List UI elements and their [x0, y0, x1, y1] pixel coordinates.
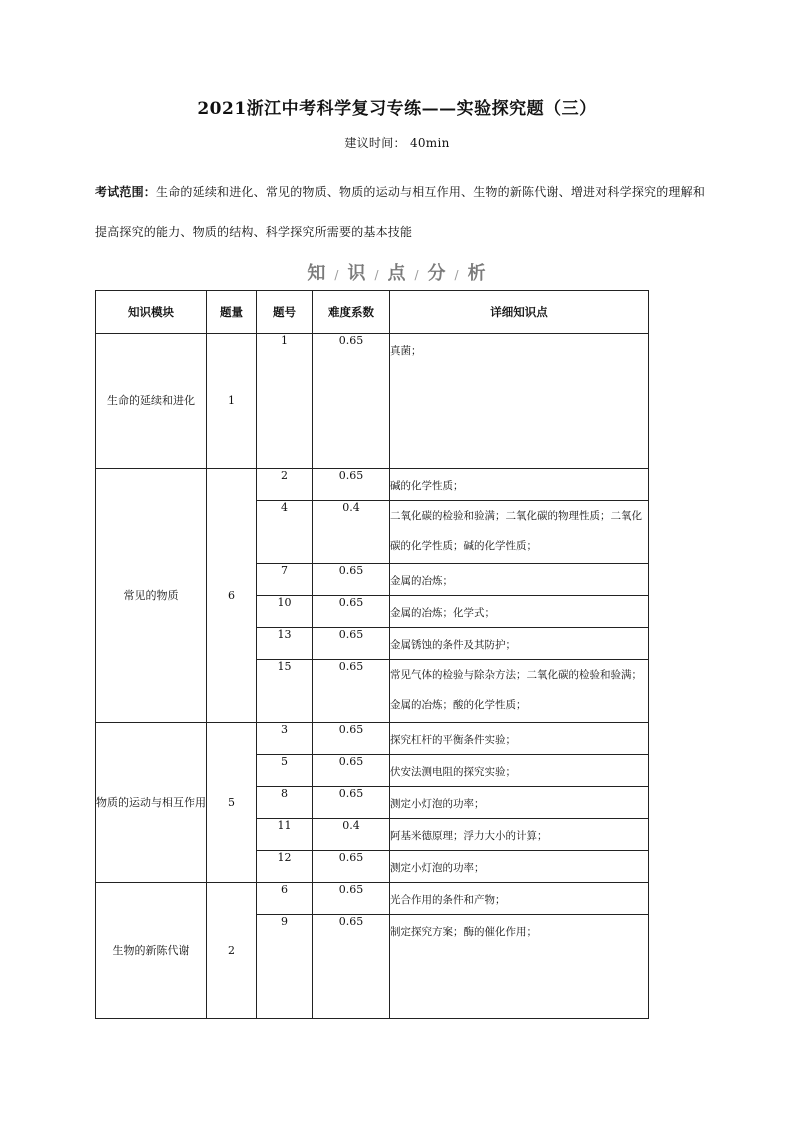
difficulty-cell: 0.65 [313, 628, 390, 660]
module-cell: 生命的延续和进化 [96, 334, 207, 469]
question-number-cell: 3 [257, 723, 313, 755]
question-number-cell: 5 [257, 755, 313, 787]
difficulty-cell: 0.65 [313, 883, 390, 915]
table-row [96, 469, 649, 501]
detail-cell: 伏安法测电阻的探究实验； [390, 755, 649, 787]
question-number-cell: 11 [257, 819, 313, 851]
section-title-separator: / [454, 268, 460, 282]
difficulty-cell: 0.65 [313, 564, 390, 596]
question-number-cell: 10 [257, 596, 313, 628]
question-number-cell: 8 [257, 787, 313, 819]
detail-cell: 测定小灯泡的功率； [390, 787, 649, 819]
section-title-knowledge-analysis [0, 259, 794, 285]
section-title-char: 分 [427, 263, 447, 284]
detail-cell: 金属的冶炼； [390, 564, 649, 596]
exam-scope [95, 172, 707, 252]
exam-scope-text: 生命的延续和进化、常见的物质、物质的运动与相互作用、生物的新陈代谢、增进对科学探究的理解和提高探究的能力、物质的结构、科学探究所需要的基本技能 [95, 185, 706, 239]
detail-cell: 二氧化碳的检验和验满；二氧化碳的物理性质；二氧化碳的化学性质；碱的化学性质； [390, 501, 649, 564]
question-number-cell: 1 [257, 334, 313, 469]
suggested-time: 建议时间： 40min [344, 136, 450, 150]
question-number-cell: 2 [257, 469, 313, 501]
difficulty-cell: 0.65 [313, 755, 390, 787]
count-cell: 6 [207, 469, 257, 723]
header-difficulty: 难度系数 [313, 291, 390, 334]
table-row [96, 723, 649, 755]
section-title-char: 析 [467, 263, 487, 284]
question-number-cell: 13 [257, 628, 313, 660]
detail-cell: 阿基米德原理；浮力大小的计算； [390, 819, 649, 851]
difficulty-cell: 0.65 [313, 723, 390, 755]
header-module: 知识模块 [96, 291, 207, 334]
detail-cell: 测定小灯泡的功率； [390, 851, 649, 883]
module-cell: 物质的运动与相互作用 [96, 723, 207, 883]
header-detail: 详细知识点 [390, 291, 649, 334]
detail-cell: 金属的冶炼；化学式； [390, 596, 649, 628]
detail-cell: 金属锈蚀的条件及其防护； [390, 628, 649, 660]
detail-cell: 碱的化学性质； [390, 469, 649, 501]
table-header-row [96, 291, 649, 334]
section-title-separator: / [334, 268, 340, 282]
difficulty-cell: 0.65 [313, 596, 390, 628]
exam-scope-label: 考试范围： [95, 185, 157, 199]
detail-cell: 真菌； [390, 334, 649, 469]
question-number-cell: 12 [257, 851, 313, 883]
header-question-number: 题号 [257, 291, 313, 334]
difficulty-cell: 0.4 [313, 501, 390, 564]
difficulty-cell: 0.65 [313, 915, 390, 1019]
section-title-separator: / [414, 268, 420, 282]
detail-cell: 制定探究方案；酶的催化作用； [390, 915, 649, 1019]
section-title-separator: / [374, 268, 380, 282]
question-number-cell: 7 [257, 564, 313, 596]
section-title-char: 识 [347, 263, 367, 284]
section-title-char: 点 [387, 263, 407, 284]
module-cell: 生物的新陈代谢 [96, 883, 207, 1019]
table-row [96, 883, 649, 915]
difficulty-cell: 0.65 [313, 851, 390, 883]
difficulty-cell: 0.65 [313, 660, 390, 723]
question-number-cell: 4 [257, 501, 313, 564]
table-row [96, 334, 649, 469]
page-title: 2021浙江中考科学复习专练——实验探究题（三） [197, 99, 597, 119]
count-cell: 2 [207, 883, 257, 1019]
difficulty-cell: 0.65 [313, 334, 390, 469]
question-number-cell: 9 [257, 915, 313, 1019]
detail-cell: 探究杠杆的平衡条件实验； [390, 723, 649, 755]
question-number-cell: 15 [257, 660, 313, 723]
difficulty-cell: 0.4 [313, 819, 390, 851]
detail-cell: 常见气体的检验与除杂方法；二氧化碳的检验和验满；金属的冶炼；酸的化学性质； [390, 660, 649, 723]
count-cell: 5 [207, 723, 257, 883]
difficulty-cell: 0.65 [313, 787, 390, 819]
detail-cell: 光合作用的条件和产物； [390, 883, 649, 915]
section-title-char: 知 [307, 263, 327, 284]
count-cell: 1 [207, 334, 257, 469]
difficulty-cell: 0.65 [313, 469, 390, 501]
module-cell: 常见的物质 [96, 469, 207, 723]
header-count: 题量 [207, 291, 257, 334]
knowledge-table [95, 290, 649, 1019]
question-number-cell: 6 [257, 883, 313, 915]
